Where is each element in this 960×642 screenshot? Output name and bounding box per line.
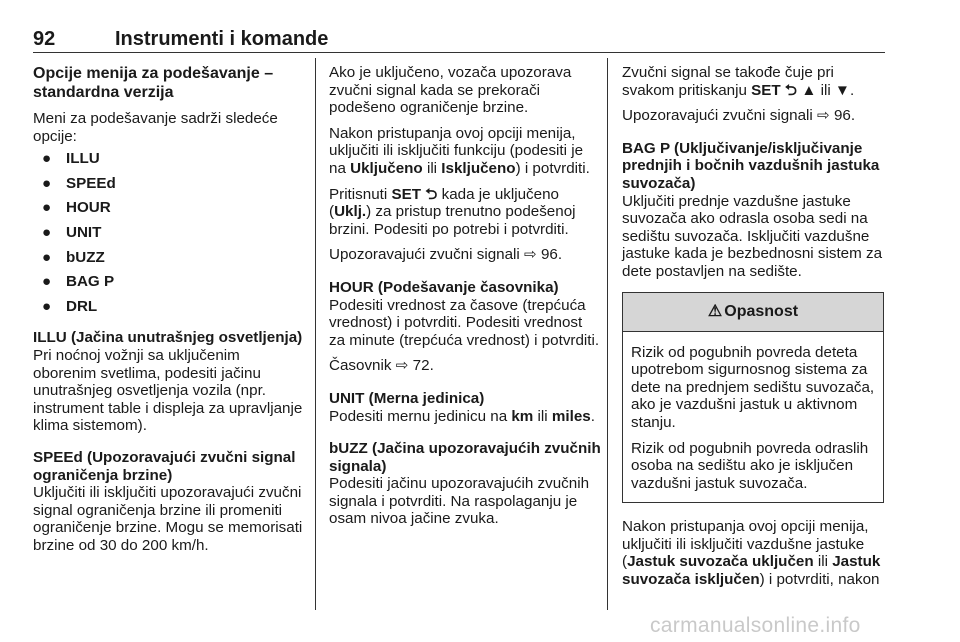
page-ref-icon: ⇨ xyxy=(817,107,830,125)
cross-reference: Upozoravajući zvučni signali ⇨ 96. xyxy=(622,107,856,125)
watermark: carmanualsonline.info xyxy=(650,614,861,637)
paragraph: Ako je uključeno, vozača upozorava zvučni signal kada se prekorači podešeno ograničenje brzine. xyxy=(329,64,572,117)
column-divider xyxy=(315,58,316,610)
column-2 xyxy=(329,64,601,539)
list-item: ● UNIT xyxy=(33,221,305,246)
column-1 xyxy=(33,64,305,565)
speed-text: Uključiti ili isključiti upozoravajući zvučni signal ograničenja brzine ili promeniti ograničenje brzine. Mogu se memorisati brzine od 30 do 200 km/h. xyxy=(33,484,303,554)
buzz-text: Podesiti jačinu upozoravajućih zvučnih signala i potvrditi. Na raspolaganju je osam nivoa jačine zvuka. xyxy=(329,475,590,528)
list-item: ● DRL xyxy=(33,295,305,320)
bullet-icon: ● xyxy=(42,297,52,315)
column-divider xyxy=(607,58,608,610)
warning-header: ⚠ Opasnost xyxy=(623,293,883,332)
page-header xyxy=(33,28,885,50)
bullet-icon: ● xyxy=(42,273,52,291)
up-arrow-icon: ▲ xyxy=(801,81,817,99)
warning-triangle-icon: ⚠ xyxy=(707,302,723,320)
warning-body xyxy=(623,332,883,503)
page-ref-icon: ⇨ xyxy=(395,357,409,375)
list-item: ● BAG P xyxy=(33,270,305,295)
bullet-icon: ● xyxy=(42,223,52,241)
speed-heading: SPEEd (Upozoravajući zvučni signal ograničenja brzine) xyxy=(33,448,296,484)
hour-text: Podesiti vrednost za časove (trepćuća vrednost) i potvrditi. Podesiti vrednost za minute (trepćuća vrednost) i potvrditi. xyxy=(329,296,600,349)
page-ref-icon: ⇨ xyxy=(524,246,537,264)
page-number: 92 xyxy=(33,28,56,50)
unit-text: Podesiti mernu jedinicu na km ili miles. xyxy=(329,407,595,425)
section-heading: Opcije menija za podešavanje – standardna verzija xyxy=(33,65,274,101)
illu-heading: ILLU (Jačina unutrašnjeg osvetljenja) xyxy=(33,329,303,347)
column-3 xyxy=(622,64,884,597)
down-arrow-icon: ▼ xyxy=(834,81,850,99)
illu-text: Pri noćnoj vožnji sa uključenim oborenim svetlima, podesiti jačinu unutrašnjeg osvetljenja vozila (npr. instrument table i displeja za upravljanje klima sistemom). xyxy=(33,346,303,435)
list-item: ● ILLU xyxy=(33,147,305,172)
header-divider xyxy=(33,52,885,53)
paragraph: Nakon pristupanja ovoj opciji menija, uključiti ili isključiti funkciju (podesiti je na Uključeno ili Isključeno) i potvrditi. xyxy=(329,124,590,177)
paragraph: Zvučni signal se takođe čuje pri svakom pritiskanju SET ⮌ ▲ ili ▼. xyxy=(622,64,855,99)
warning-text: Rizik od pogubnih povreda deteta upotrebom sigurnosnog sistema za dete na prednjem sedištu suvozača, ako je vazdušni jastuk u aktivnom stanju. xyxy=(631,343,875,431)
cross-reference: Časovnik ⇨ 72. xyxy=(329,357,434,375)
paragraph: Nakon pristupanja ovoj opciji menija, uključiti ili isključiti vazdušne jastuke (Jastuk suvozača uključen ili Jastuk suvozača isključen) i potvrditi, nakon xyxy=(622,518,881,589)
buzz-heading: bUZZ (Jačina upozoravajućih zvučnih signala) xyxy=(329,440,601,475)
warning-box xyxy=(622,292,884,504)
bag-text: Uključiti prednje vazdušne jastuke suvozača ako odrasla osoba sedi na sedištu suvozača. Isključiti vazdušne jastuke kada je bezbednosni sistem za dete postavljen na sedište. xyxy=(622,192,883,280)
intro-text: Meni za podešavanje sadrži sledeće opcije: xyxy=(33,110,278,145)
paragraph: Pritisnuti SET ⮌ kada je uključeno (Uklj.) za pristup trenutno podešenoj brzini. Podesiti po potrebi i potvrditi. xyxy=(329,185,576,238)
bag-heading: BAG P (Uključivanje/isključivanje prednjih i bočnih vazdušnih jastuka suvozača) xyxy=(622,139,880,192)
page-title: Instrumenti i komande xyxy=(115,28,329,50)
warning-text: Rizik od pogubnih povreda odraslih osoba na sedištu ako je isključen vazdušni jastuk suvozača. xyxy=(631,439,869,492)
hour-heading: HOUR (Podešavanje časovnika) xyxy=(329,278,559,296)
bullet-icon: ● xyxy=(42,199,52,217)
cross-reference: Upozoravajući zvučni signali ⇨ 96. xyxy=(329,246,563,264)
list-item: ● HOUR xyxy=(33,196,305,221)
bullet-icon: ● xyxy=(42,248,52,266)
list-item: ● bUZZ xyxy=(33,246,305,271)
unit-heading: UNIT (Merna jedinica) xyxy=(329,389,485,407)
set-return-icon: ⮌ xyxy=(421,185,438,203)
bullet-icon: ● xyxy=(42,174,52,192)
set-return-icon: ⮌ xyxy=(780,81,798,99)
bullet-icon: ● xyxy=(42,150,52,168)
list-item: ● SPEEd xyxy=(33,172,305,197)
options-list xyxy=(33,147,305,319)
